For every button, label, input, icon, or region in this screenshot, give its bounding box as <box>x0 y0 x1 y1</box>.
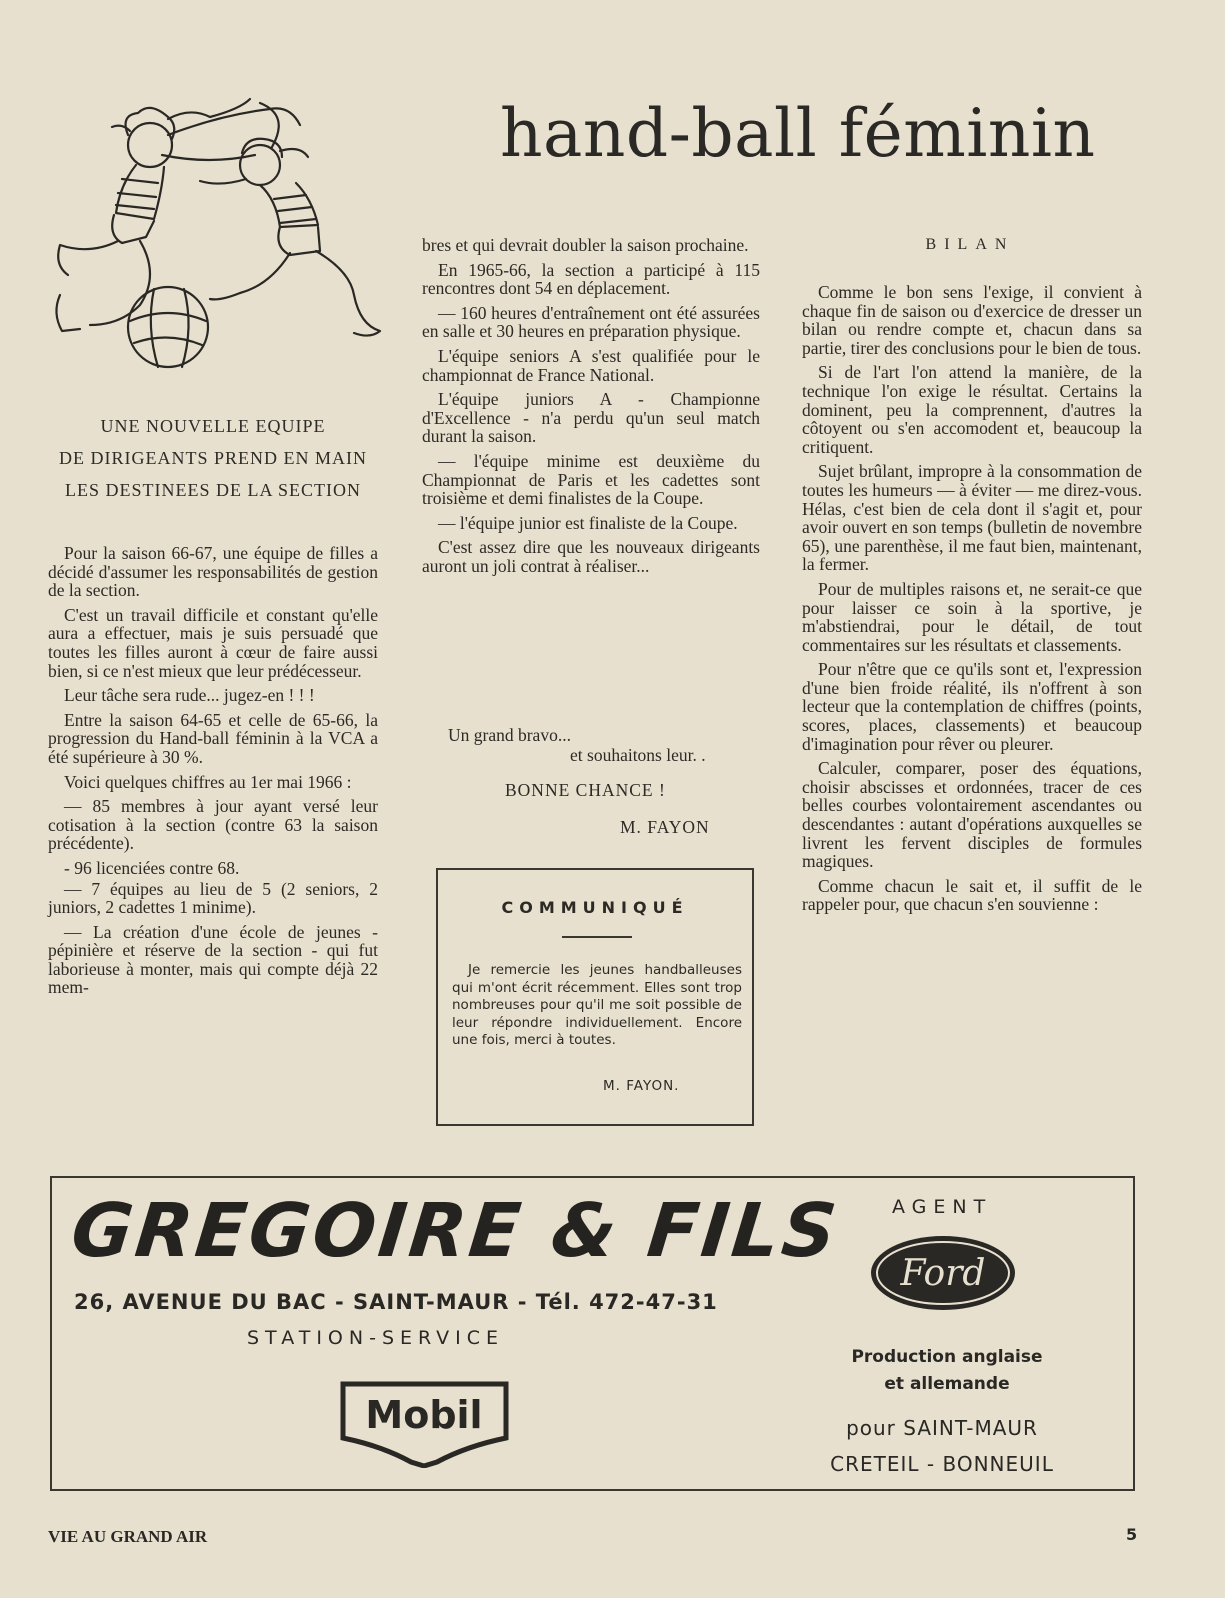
production-origin <box>812 1344 1082 1398</box>
closing-line-3: BONNE CHANCE ! <box>505 780 666 800</box>
mobil-logo <box>337 1378 512 1468</box>
paragraph: Entre la saison 64-65 et celle de 65-66, la progression du Hand-ball féminin à la VCA a été supérieure à 30 %. <box>48 709 378 767</box>
paragraph: C'est un travail difficile et constant qu'elle aura a effectuer, mais je suis persuadé que toutes les filles auront à cœur de faire aussi bien, si ce n'est mieux que leur prédécesseur. <box>48 604 378 681</box>
paragraph: Pour n'être que ce qu'ils sont et, l'expression d'une bien froide réalité, ils n'offrent à son lecteur que la contemplation de chiffres (points, scores, places, classements) et beaucoup d'imagination pour rêver ou pleurer. <box>802 659 1142 754</box>
mobil-logo-text: Mobil <box>365 1393 483 1437</box>
agent-label: AGENT <box>892 1196 993 1218</box>
paragraph: L'équipe juniors A - Championne d'Excellence - n'a perdu qu'un seul match durant la saison. <box>422 389 760 447</box>
paragraph: Comme le bon sens l'exige, il convient à chaque fin de saison ou d'exercice de dresser un bilan ou rendre compte et, chacun dans sa partie, tirer des conclusions pour le bien de tous. <box>802 282 1142 358</box>
advertisement <box>50 1176 1135 1491</box>
article-column-2 <box>422 236 760 582</box>
communique-divider <box>562 936 632 938</box>
paragraph: En 1965-66, la section a participé à 115 rencontres dont 54 en déplacement. <box>422 259 760 299</box>
paragraph: Pour la saison 66-67, une équipe de filles a décidé d'assumer les responsabilités de gestion de la section. <box>48 543 378 601</box>
paragraph: L'équipe seniors A s'est qualifiée pour le championnat de France National. <box>422 345 760 385</box>
article-column-3 <box>802 283 1142 920</box>
article-title: hand-ball féminin <box>500 95 1096 172</box>
service-area-line-2: CRETEIL - BONNEUIL <box>830 1452 1054 1476</box>
paragraph: — l'équipe minime est deuxième du Championnat de Paris et les cadettes sont troisième et demi finalistes de la Coupe. <box>422 450 760 509</box>
production-line-1: Production anglaise <box>851 1347 1043 1367</box>
communique-title: COMMUNIQUÉ <box>501 898 689 917</box>
paragraph: Pour de multiples raisons et, ne serait-ce que pour laisser ce soin à la sportive, je m'abstiendrai, pour le détail, de tout commentaires sur les résultats et classements. <box>802 578 1142 655</box>
paragraph: Comme chacun le sait et, il suffit de le rappeler pour, que chacun s'en souvienne : <box>802 875 1142 915</box>
paragraph: Sujet brûlant, impropre à la consommation de toutes les humeurs — à éviter — me direz-vous. Hélas, c'est bien de cela dont il s'agit et, pour avoir ouvert en son temps (bulletin de novembre 65), une parenthèse, il me faut bien, maintenant, la fermer. <box>802 461 1142 575</box>
paragraph: — 160 heures d'entraînement ont été assurées en salle et 30 heures en préparation physique. <box>422 302 760 342</box>
section-headline <box>48 410 378 506</box>
paragraph: bres et qui devrait doubler la saison prochaine. <box>422 235 749 255</box>
publication-name: VIE AU GRAND AIR <box>48 1527 208 1546</box>
paragraph: - 96 licenciées contre 68. <box>64 857 240 878</box>
communique-box <box>436 868 754 1126</box>
communique-text: Je remercie les jeunes handballeuses qui m'ont écrit récemment. Elles sont trop nombreuses pour qu'il me soit possible de leur répondre individuellement. Encore une fois, merci à toutes. <box>452 962 742 1048</box>
service-area-line-1: pour SAINT-MAUR <box>846 1416 1038 1440</box>
paragraph: — 85 membres à jour ayant versé leur cotisation à la section (contre 63 la saison précédente). <box>48 796 378 854</box>
paragraph: — 7 équipes au lieu de 5 (2 seniors, 2 juniors, 2 cadettes 1 minime). <box>48 878 378 918</box>
handball-players-illustration <box>50 95 390 385</box>
ford-logo <box>868 1233 1018 1313</box>
article-column-1 <box>48 544 378 1003</box>
paragraph: Calculer, comparer, poser des équations, choisir abscisses et ordonnées, tracer de ces belles courbes volontairement ascendantes ou descendantes : autant d'opérations auxquelles se livrent les fervent disciples de formules magiques. <box>802 758 1142 872</box>
closing-line-2: et souhaitons leur. . <box>570 745 706 765</box>
paragraph: — La création d'une école de jeunes - pépinière et réserve de la section - qui fut laborieuse à monter, mais qui compte déjà 22 mem- <box>48 921 378 998</box>
communique-signature: M. FAYON. <box>603 1078 680 1094</box>
author-signature: M. FAYON <box>620 817 710 837</box>
production-line-2: et allemande <box>884 1374 1010 1394</box>
advertiser-name: GREGOIRE & FILS <box>67 1188 844 1274</box>
ford-logo-text: Ford <box>900 1253 986 1294</box>
paragraph: — l'équipe junior est finaliste de la Coupe. <box>438 512 738 533</box>
closing-line-1: Un grand bravo... <box>448 725 571 745</box>
headline-line-1: UNE NOUVELLE EQUIPE <box>100 416 326 436</box>
paragraph: Leur tâche sera rude... jugez-en ! ! ! <box>64 685 315 706</box>
service-area <box>792 1410 1092 1482</box>
page-number: 5 <box>1126 1525 1138 1544</box>
headline-line-3: LES DESTINEES DE LA SECTION <box>65 480 361 500</box>
station-service-label: STATION-SERVICE <box>247 1327 505 1349</box>
paragraph: C'est assez dire que les nouveaux dirigeants auront un joli contrat à réaliser... <box>422 537 760 576</box>
paragraph: Si de l'art l'on attend la manière, de la technique l'on exige le résultat. Certains la dominent, peu la comprennent, d'autres la côtoyent ou s'en accomodent et, beaucoup la critiquent. <box>802 362 1142 457</box>
advertiser-address: 26, AVENUE DU BAC - SAINT-MAUR - Tél. 472-47-31 <box>74 1290 718 1314</box>
paragraph: Voici quelques chiffres au 1er mai 1966 : <box>64 771 352 792</box>
bilan-heading: BILAN <box>925 236 1015 253</box>
headline-line-2: DE DIRIGEANTS PREND EN MAIN <box>59 448 367 468</box>
